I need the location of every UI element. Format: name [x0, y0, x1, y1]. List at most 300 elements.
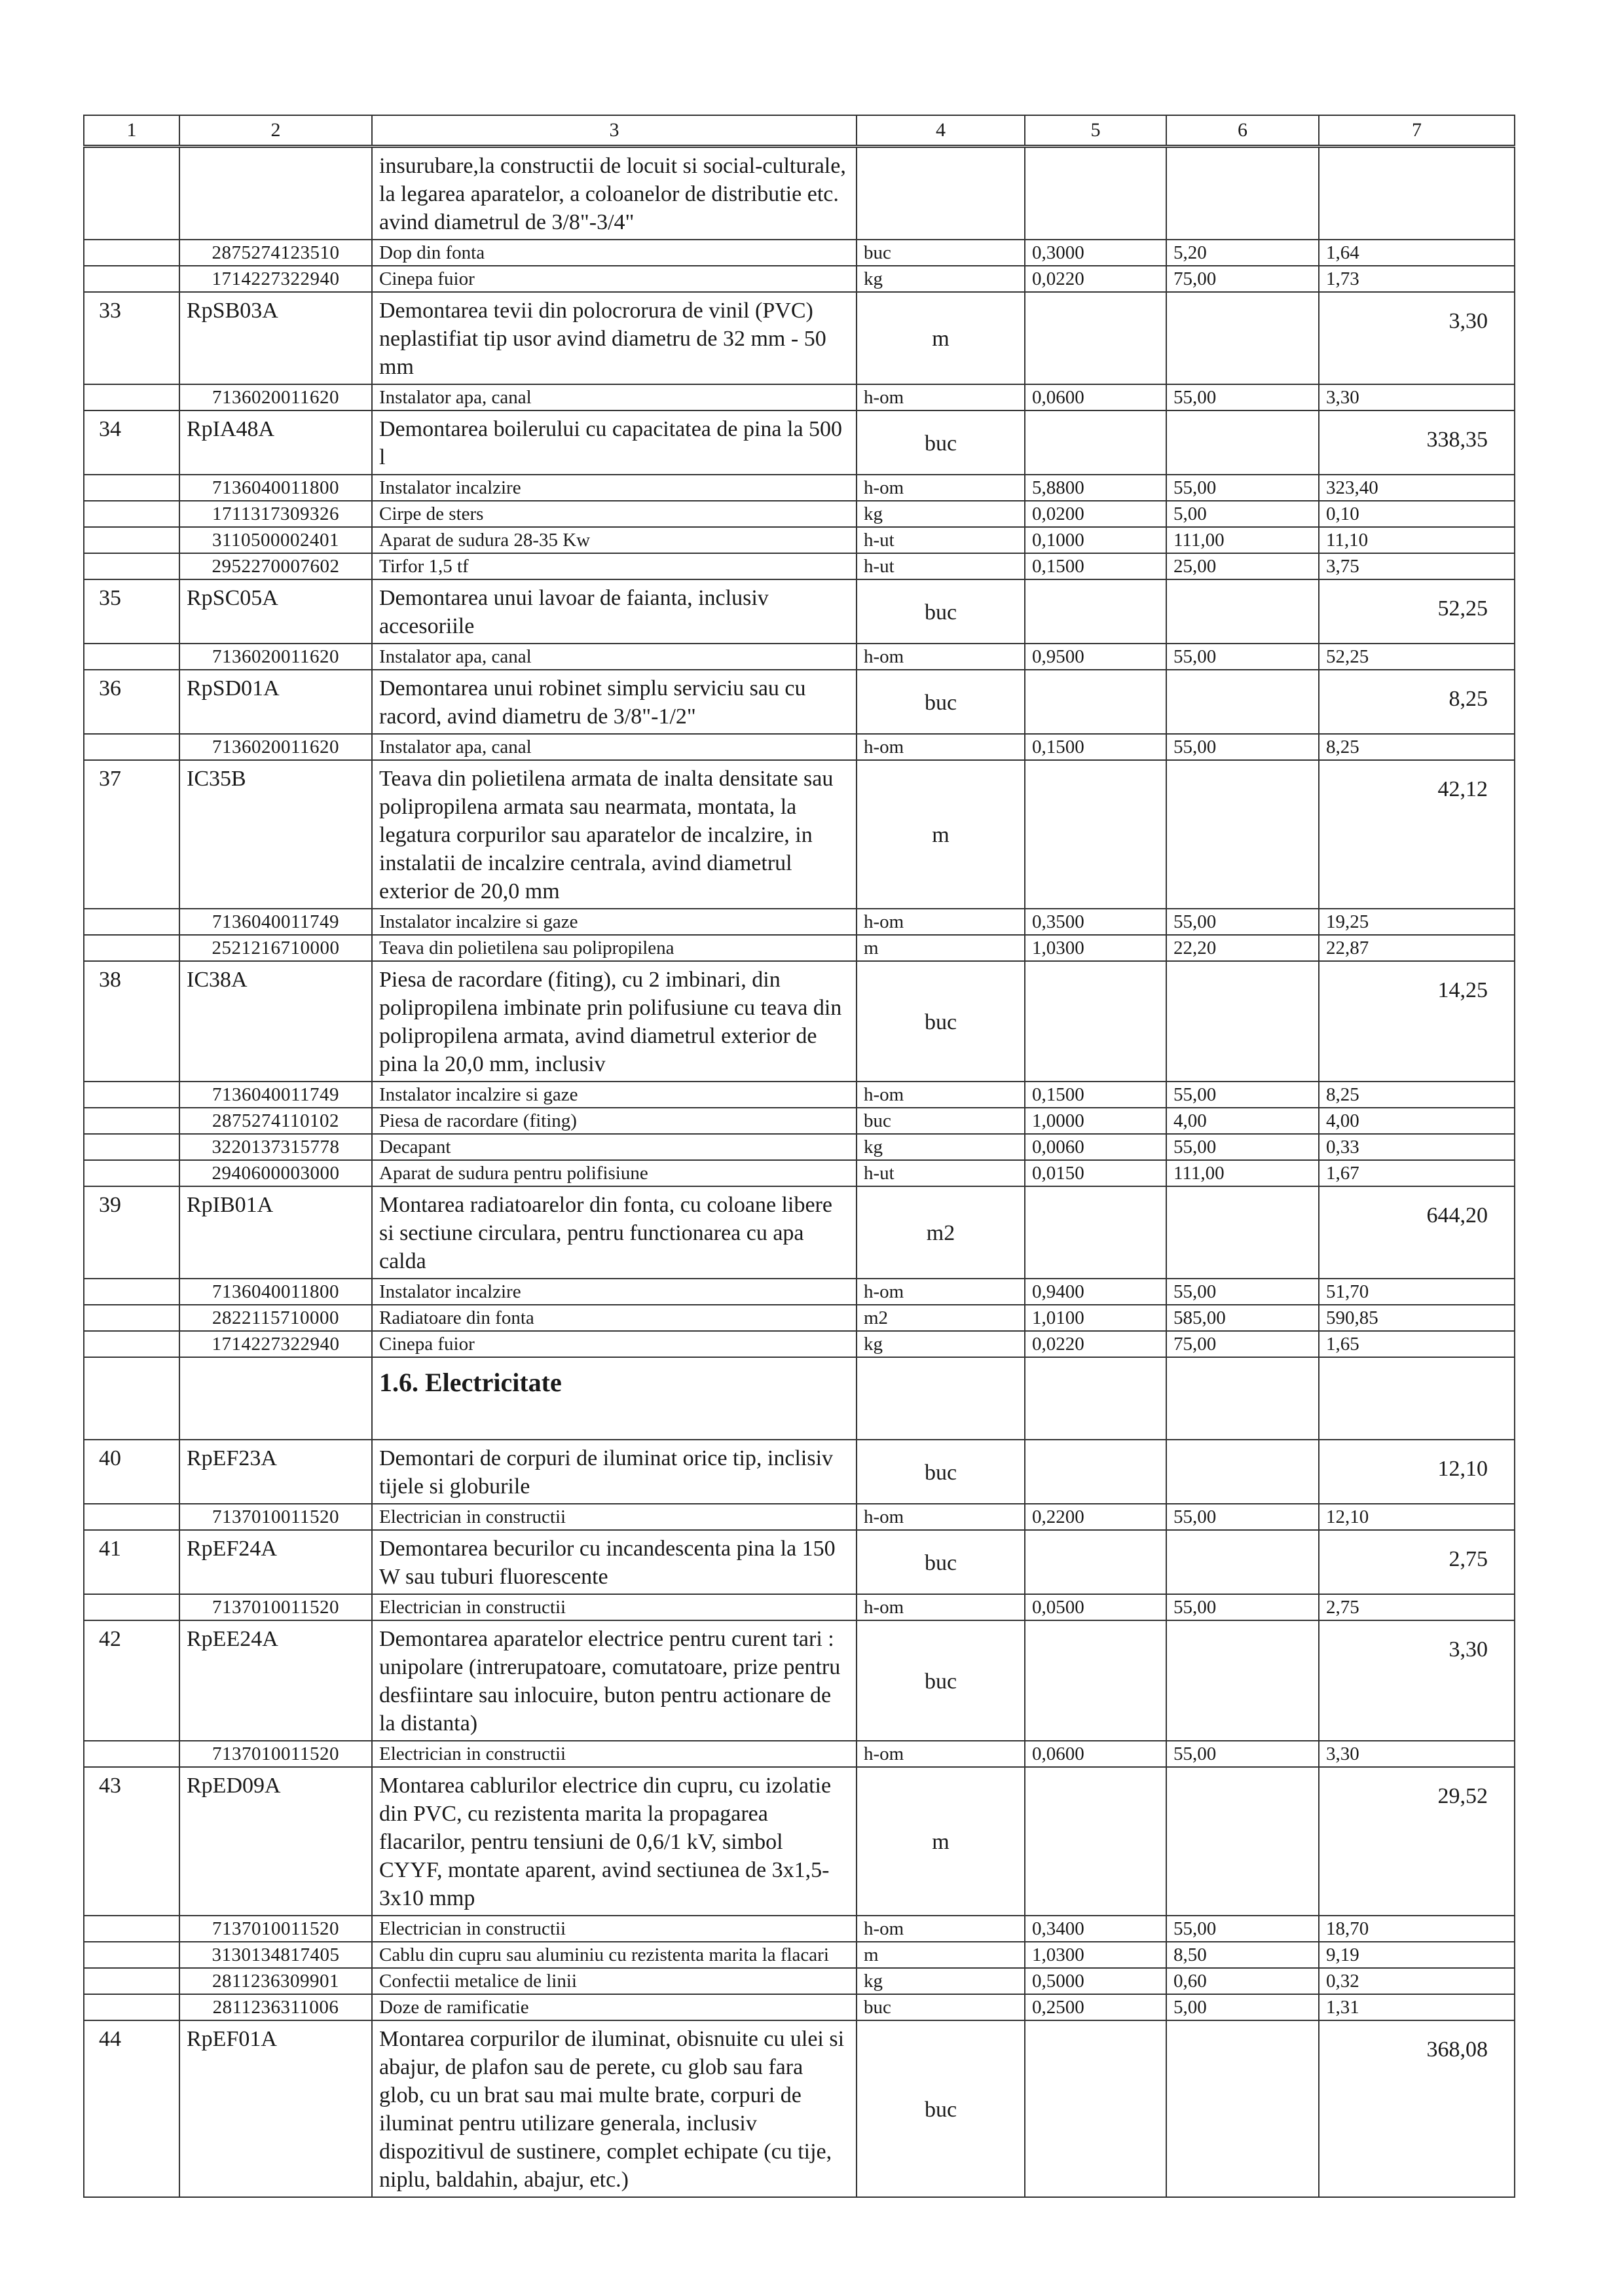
resource-unit: h-om: [857, 644, 1025, 670]
empty-cell: [1166, 292, 1319, 384]
empty-cell: [1025, 147, 1166, 240]
item-total: 8,25: [1319, 670, 1515, 734]
item-code: RpED09A: [179, 1767, 372, 1916]
resource-description: Electrician in constructii: [372, 1741, 857, 1767]
resource-code: 3220137315778: [179, 1134, 372, 1160]
empty-cell: [84, 935, 179, 961]
resource-quantity: 0,2500: [1025, 1994, 1166, 2020]
resource-code: 7137010011520: [179, 1504, 372, 1530]
resource-code: 1714227322940: [179, 1331, 372, 1357]
item-row: [84, 1186, 1515, 1279]
resource-quantity: 0,3500: [1025, 909, 1166, 935]
resource-row: [84, 1134, 1515, 1160]
item-code: RpIA48A: [179, 410, 372, 475]
empty-cell: [1166, 410, 1319, 475]
resource-description: Instalator incalzire: [372, 475, 857, 501]
item-unit: buc: [857, 1440, 1025, 1504]
column-header: 2: [179, 115, 372, 147]
resource-code: 2940600003000: [179, 1160, 372, 1186]
item-code: RpSB03A: [179, 292, 372, 384]
resource-unit: h-om: [857, 1504, 1025, 1530]
resource-total: 590,85: [1319, 1305, 1515, 1331]
resource-row: [84, 1108, 1515, 1134]
resource-description: Electrician in constructii: [372, 1916, 857, 1942]
resource-total: 3,75: [1319, 553, 1515, 579]
resource-price: 5,00: [1166, 1994, 1319, 2020]
resource-row: [84, 1082, 1515, 1108]
resource-total: 3,30: [1319, 384, 1515, 410]
item-number: 34: [84, 410, 179, 475]
resource-total: 1,67: [1319, 1160, 1515, 1186]
empty-cell: [857, 1357, 1025, 1440]
item-code: RpEE24A: [179, 1620, 372, 1741]
item-number: 40: [84, 1440, 179, 1504]
empty-cell: [1166, 1530, 1319, 1594]
item-unit: m: [857, 760, 1025, 909]
resource-unit: kg: [857, 266, 1025, 292]
item-total: 3,30: [1319, 292, 1515, 384]
empty-cell: [84, 1305, 179, 1331]
empty-cell: [1166, 2020, 1319, 2197]
resource-unit: h-ut: [857, 527, 1025, 553]
resource-total: 8,25: [1319, 1082, 1515, 1108]
empty-cell: [1025, 1767, 1166, 1916]
resource-row: [84, 1741, 1515, 1767]
item-number: 43: [84, 1767, 179, 1916]
resource-unit: h-om: [857, 384, 1025, 410]
resource-quantity: 0,0500: [1025, 1594, 1166, 1620]
item-row: [84, 2020, 1515, 2197]
item-code: RpEF24A: [179, 1530, 372, 1594]
resource-quantity: 0,0200: [1025, 501, 1166, 527]
resource-unit: h-ut: [857, 553, 1025, 579]
column-header: 6: [1166, 115, 1319, 147]
resource-unit: h-om: [857, 734, 1025, 760]
empty-cell: [84, 1916, 179, 1942]
resource-price: 55,00: [1166, 475, 1319, 501]
item-row: [84, 1620, 1515, 1741]
empty-cell: [1025, 1357, 1166, 1440]
empty-cell: [84, 1279, 179, 1305]
column-header: 3: [372, 115, 857, 147]
resource-price: 4,00: [1166, 1108, 1319, 1134]
resource-quantity: 5,8800: [1025, 475, 1166, 501]
resource-unit: kg: [857, 1134, 1025, 1160]
item-total: 3,30: [1319, 1620, 1515, 1741]
resource-code: 2822115710000: [179, 1305, 372, 1331]
item-description: Demontarea unui lavoar de faianta, inclusiv accesoriile: [372, 579, 857, 644]
empty-cell: [84, 1741, 179, 1767]
item-description: Montarea corpurilor de iluminat, obisnuite cu ulei si abajur, de plafon sau de perete, cu glob sau fara glob, cu un brat sau mai multe brate, corpuri de iluminat pentru utilizare generala, inclusiv dispozitivul de sustinere, complet echipate (cu tije, niplu, baldahin, abajur, etc.): [372, 2020, 857, 2197]
resource-price: 55,00: [1166, 734, 1319, 760]
resource-quantity: 0,0600: [1025, 1741, 1166, 1767]
item-total: [1319, 147, 1515, 240]
resource-description: Instalator incalzire: [372, 1279, 857, 1305]
resource-description: Aparat de sudura 28-35 Kw: [372, 527, 857, 553]
column-number-header: [84, 115, 1515, 147]
item-unit: [857, 147, 1025, 240]
empty-cell: [1166, 579, 1319, 644]
empty-cell: [84, 734, 179, 760]
empty-cell: [1025, 2020, 1166, 2197]
resource-unit: buc: [857, 1108, 1025, 1134]
resource-code: 2521216710000: [179, 935, 372, 961]
item-description: Demontarea becurilor cu incandescenta pina la 150 W sau tuburi fluorescente: [372, 1530, 857, 1594]
item-number: 38: [84, 961, 179, 1082]
resource-description: Electrician in constructii: [372, 1594, 857, 1620]
resource-total: 0,32: [1319, 1968, 1515, 1994]
resource-row: [84, 1594, 1515, 1620]
empty-cell: [1166, 670, 1319, 734]
item-total: 12,10: [1319, 1440, 1515, 1504]
item-code: [179, 147, 372, 240]
resource-code: 3130134817405: [179, 1942, 372, 1968]
resource-unit: kg: [857, 501, 1025, 527]
resource-code: 2875274123510: [179, 240, 372, 266]
resource-total: 2,75: [1319, 1594, 1515, 1620]
empty-cell: [84, 384, 179, 410]
resource-total: 0,33: [1319, 1134, 1515, 1160]
item-total: 2,75: [1319, 1530, 1515, 1594]
empty-cell: [84, 909, 179, 935]
resource-row: [84, 1504, 1515, 1530]
resource-price: 111,00: [1166, 1160, 1319, 1186]
resource-quantity: 0,0600: [1025, 384, 1166, 410]
resource-total: 1,31: [1319, 1994, 1515, 2020]
resource-total: 1,64: [1319, 240, 1515, 266]
resource-price: 55,00: [1166, 1082, 1319, 1108]
resource-total: 8,25: [1319, 734, 1515, 760]
resource-price: 55,00: [1166, 1594, 1319, 1620]
resource-total: 1,73: [1319, 266, 1515, 292]
empty-cell: [84, 501, 179, 527]
resource-quantity: 0,0060: [1025, 1134, 1166, 1160]
resource-quantity: 0,1000: [1025, 527, 1166, 553]
resource-total: 19,25: [1319, 909, 1515, 935]
resource-quantity: 0,1500: [1025, 1082, 1166, 1108]
resource-code: 2952270007602: [179, 553, 372, 579]
empty-cell: [84, 1357, 179, 1440]
resource-unit: buc: [857, 240, 1025, 266]
item-description: Teava din polietilena armata de inalta densitate sau polipropilena armata sau nearmata, montata, la legatura corpurilor sau aparatelor de incalzire, in instalatii de incalzire centrala, avind diametrul exterior de 20,0 mm: [372, 760, 857, 909]
resource-total: 11,10: [1319, 527, 1515, 553]
item-unit: buc: [857, 961, 1025, 1082]
empty-cell: [1025, 1440, 1166, 1504]
resource-quantity: 0,9500: [1025, 644, 1166, 670]
resource-description: Cinepa fuior: [372, 266, 857, 292]
item-total: 644,20: [1319, 1186, 1515, 1279]
item-number: 35: [84, 579, 179, 644]
resource-row: [84, 527, 1515, 553]
resource-total: 0,10: [1319, 501, 1515, 527]
resource-total: 4,00: [1319, 1108, 1515, 1134]
item-description: Demontarea boilerului cu capacitatea de pina la 500 l: [372, 410, 857, 475]
item-total: 52,25: [1319, 579, 1515, 644]
item-number: 41: [84, 1530, 179, 1594]
resource-description: Cirpe de sters: [372, 501, 857, 527]
empty-cell: [84, 1134, 179, 1160]
item-unit: buc: [857, 2020, 1025, 2197]
item-row: [84, 147, 1515, 240]
empty-cell: [84, 475, 179, 501]
resource-description: Instalator apa, canal: [372, 644, 857, 670]
resource-price: 55,00: [1166, 1134, 1319, 1160]
item-row: [84, 760, 1515, 909]
empty-cell: [1166, 1620, 1319, 1741]
resource-row: [84, 1331, 1515, 1357]
resource-description: Instalator apa, canal: [372, 734, 857, 760]
item-description: Piesa de racordare (fiting), cu 2 imbinari, din polipropilena imbinate prin polifusiune cu teava din polipropilena armata, avind diametrul exterior de pina la 20,0 mm, inclusiv: [372, 961, 857, 1082]
resource-code: 7137010011520: [179, 1594, 372, 1620]
resource-description: Instalator incalzire si gaze: [372, 1082, 857, 1108]
resource-unit: kg: [857, 1968, 1025, 1994]
empty-cell: [84, 1160, 179, 1186]
resource-code: 7136020011620: [179, 644, 372, 670]
resource-description: Cinepa fuior: [372, 1331, 857, 1357]
item-unit: buc: [857, 410, 1025, 475]
resource-price: 55,00: [1166, 1504, 1319, 1530]
resource-code: 7136020011620: [179, 734, 372, 760]
resource-description: Piesa de racordare (fiting): [372, 1108, 857, 1134]
resource-price: 25,00: [1166, 553, 1319, 579]
resource-quantity: 0,0150: [1025, 1160, 1166, 1186]
resource-quantity: 1,0300: [1025, 1942, 1166, 1968]
resource-description: Teava din polietilena sau polipropilena: [372, 935, 857, 961]
resource-unit: m: [857, 1942, 1025, 1968]
resource-description: Tirfor 1,5 tf: [372, 553, 857, 579]
resource-code: 2811236309901: [179, 1968, 372, 1994]
empty-cell: [84, 266, 179, 292]
resource-row: [84, 1942, 1515, 1968]
resource-quantity: 0,1500: [1025, 734, 1166, 760]
resource-row: [84, 384, 1515, 410]
item-description: Montarea cablurilor electrice din cupru, cu izolatie din PVC, cu rezistenta marita la propagarea flacarilor, pentru tensiuni de 0,6/1 kV, simbol CYYF, montate aparent, avind sectiunea de 3x1,5-3x10 mmp: [372, 1767, 857, 1916]
resource-total: 9,19: [1319, 1942, 1515, 1968]
resource-row: [84, 266, 1515, 292]
empty-cell: [84, 1331, 179, 1357]
item-row: [84, 1767, 1515, 1916]
resource-price: 8,50: [1166, 1942, 1319, 1968]
resource-quantity: 0,3400: [1025, 1916, 1166, 1942]
item-code: IC35B: [179, 760, 372, 909]
resource-quantity: 0,1500: [1025, 553, 1166, 579]
item-unit: m2: [857, 1186, 1025, 1279]
item-number: [84, 147, 179, 240]
resource-price: 111,00: [1166, 527, 1319, 553]
resource-total: 323,40: [1319, 475, 1515, 501]
item-code: RpEF01A: [179, 2020, 372, 2197]
item-number: 33: [84, 292, 179, 384]
resource-price: 55,00: [1166, 909, 1319, 935]
empty-cell: [84, 644, 179, 670]
resource-price: 55,00: [1166, 644, 1319, 670]
empty-cell: [84, 1504, 179, 1530]
empty-cell: [1166, 961, 1319, 1082]
resource-description: Instalator apa, canal: [372, 384, 857, 410]
empty-cell: [84, 240, 179, 266]
section-title: 1.6. Electricitate: [372, 1357, 857, 1440]
column-header: 5: [1025, 115, 1166, 147]
resource-row: [84, 935, 1515, 961]
empty-cell: [179, 1357, 372, 1440]
resource-row: [84, 1279, 1515, 1305]
empty-cell: [84, 1968, 179, 1994]
item-description: Demontarea aparatelor electrice pentru curent tari : unipolare (intrerupatoare, comutatoare, prize pentru desfiintare sau inlocuire, buton pentru actionare de la distanta): [372, 1620, 857, 1741]
resource-row: [84, 909, 1515, 935]
resource-quantity: 0,0220: [1025, 1331, 1166, 1357]
resource-price: 75,00: [1166, 1331, 1319, 1357]
resource-total: 3,30: [1319, 1741, 1515, 1767]
resource-row: [84, 501, 1515, 527]
resource-quantity: 0,0220: [1025, 266, 1166, 292]
item-description: Demontarea tevii din polocrorura de vinil (PVC) neplastifiat tip usor avind diametru de 32 mm - 50 mm: [372, 292, 857, 384]
item-code: RpSC05A: [179, 579, 372, 644]
resource-code: 3110500002401: [179, 527, 372, 553]
resource-code: 7137010011520: [179, 1916, 372, 1942]
resource-price: 5,00: [1166, 501, 1319, 527]
item-unit: m: [857, 292, 1025, 384]
resource-quantity: 0,9400: [1025, 1279, 1166, 1305]
resource-price: 585,00: [1166, 1305, 1319, 1331]
resource-code: 7136040011749: [179, 909, 372, 935]
resource-description: Dop din fonta: [372, 240, 857, 266]
resource-row: [84, 475, 1515, 501]
resource-row: [84, 240, 1515, 266]
empty-cell: [1025, 1530, 1166, 1594]
resource-quantity: 0,5000: [1025, 1968, 1166, 1994]
resource-unit: h-ut: [857, 1160, 1025, 1186]
section-heading-row: [84, 1357, 1515, 1440]
item-total: 368,08: [1319, 2020, 1515, 2197]
empty-cell: [1025, 670, 1166, 734]
resource-total: 22,87: [1319, 935, 1515, 961]
item-unit: buc: [857, 1620, 1025, 1741]
resource-row: [84, 1305, 1515, 1331]
resource-row: [84, 1968, 1515, 1994]
empty-cell: [1025, 579, 1166, 644]
resource-description: Electrician in constructii: [372, 1504, 857, 1530]
resource-unit: m: [857, 935, 1025, 961]
resource-row: [84, 1994, 1515, 2020]
resource-quantity: 1,0100: [1025, 1305, 1166, 1331]
resource-row: [84, 1160, 1515, 1186]
estimate-table-body: [84, 115, 1515, 2197]
empty-cell: [1166, 760, 1319, 909]
resource-unit: h-om: [857, 1082, 1025, 1108]
resource-code: 7136020011620: [179, 384, 372, 410]
resource-description: Instalator incalzire si gaze: [372, 909, 857, 935]
empty-cell: [84, 1108, 179, 1134]
resource-description: Confectii metalice de linii: [372, 1968, 857, 1994]
item-row: [84, 292, 1515, 384]
resource-price: 0,60: [1166, 1968, 1319, 1994]
empty-cell: [1166, 1440, 1319, 1504]
column-header: 1: [84, 115, 179, 147]
item-description: Montarea radiatoarelor din fonta, cu coloane libere si sectiune circulara, pentru functionarea cu apa calda: [372, 1186, 857, 1279]
resource-code: 2875274110102: [179, 1108, 372, 1134]
resource-unit: h-om: [857, 1916, 1025, 1942]
resource-description: Doze de ramificatie: [372, 1994, 857, 2020]
resource-row: [84, 553, 1515, 579]
item-total: 29,52: [1319, 1767, 1515, 1916]
resource-unit: h-om: [857, 1279, 1025, 1305]
resource-price: 55,00: [1166, 384, 1319, 410]
item-unit: buc: [857, 670, 1025, 734]
empty-cell: [84, 1942, 179, 1968]
column-header: 4: [857, 115, 1025, 147]
empty-cell: [84, 527, 179, 553]
item-description: Demontarea unui robinet simplu serviciu sau cu racord, avind diametru de 3/8"-1/2": [372, 670, 857, 734]
resource-code: 7137010011520: [179, 1741, 372, 1767]
resource-unit: m2: [857, 1305, 1025, 1331]
resource-price: 55,00: [1166, 1916, 1319, 1942]
item-unit: buc: [857, 579, 1025, 644]
empty-cell: [1025, 961, 1166, 1082]
item-unit: m: [857, 1767, 1025, 1916]
resource-description: Decapant: [372, 1134, 857, 1160]
item-total: 42,12: [1319, 760, 1515, 909]
column-header: 7: [1319, 115, 1515, 147]
item-code: RpSD01A: [179, 670, 372, 734]
resource-code: 2811236311006: [179, 1994, 372, 2020]
resource-price: 55,00: [1166, 1279, 1319, 1305]
item-row: [84, 670, 1515, 734]
item-code: RpIB01A: [179, 1186, 372, 1279]
empty-cell: [1025, 760, 1166, 909]
resource-price: 55,00: [1166, 1741, 1319, 1767]
item-code: RpEF23A: [179, 1440, 372, 1504]
resource-total: 51,70: [1319, 1279, 1515, 1305]
empty-cell: [1166, 1357, 1319, 1440]
resource-code: 7136040011800: [179, 1279, 372, 1305]
empty-cell: [84, 1082, 179, 1108]
resource-quantity: 1,0300: [1025, 935, 1166, 961]
empty-cell: [1166, 147, 1319, 240]
item-number: 39: [84, 1186, 179, 1279]
resource-total: 18,70: [1319, 1916, 1515, 1942]
resource-unit: h-om: [857, 475, 1025, 501]
item-row: [84, 961, 1515, 1082]
item-number: 42: [84, 1620, 179, 1741]
item-row: [84, 1440, 1515, 1504]
empty-cell: [1166, 1767, 1319, 1916]
item-row: [84, 579, 1515, 644]
item-total: 14,25: [1319, 961, 1515, 1082]
resource-price: 5,20: [1166, 240, 1319, 266]
item-row: [84, 410, 1515, 475]
resource-unit: kg: [857, 1331, 1025, 1357]
resource-total: 52,25: [1319, 644, 1515, 670]
resource-quantity: 0,3000: [1025, 240, 1166, 266]
resource-row: [84, 734, 1515, 760]
estimate-table: [83, 115, 1515, 2198]
item-number: 37: [84, 760, 179, 909]
resource-unit: h-om: [857, 1594, 1025, 1620]
resource-price: 22,20: [1166, 935, 1319, 961]
empty-cell: [1166, 1186, 1319, 1279]
empty-cell: [1319, 1357, 1515, 1440]
empty-cell: [1025, 292, 1166, 384]
resource-row: [84, 644, 1515, 670]
resource-total: 1,65: [1319, 1331, 1515, 1357]
resource-description: Radiatoare din fonta: [372, 1305, 857, 1331]
empty-cell: [1025, 1186, 1166, 1279]
resource-description: Aparat de sudura pentru polifisiune: [372, 1160, 857, 1186]
resource-code: 7136040011749: [179, 1082, 372, 1108]
item-total: 338,35: [1319, 410, 1515, 475]
item-code: IC38A: [179, 961, 372, 1082]
item-row: [84, 1530, 1515, 1594]
